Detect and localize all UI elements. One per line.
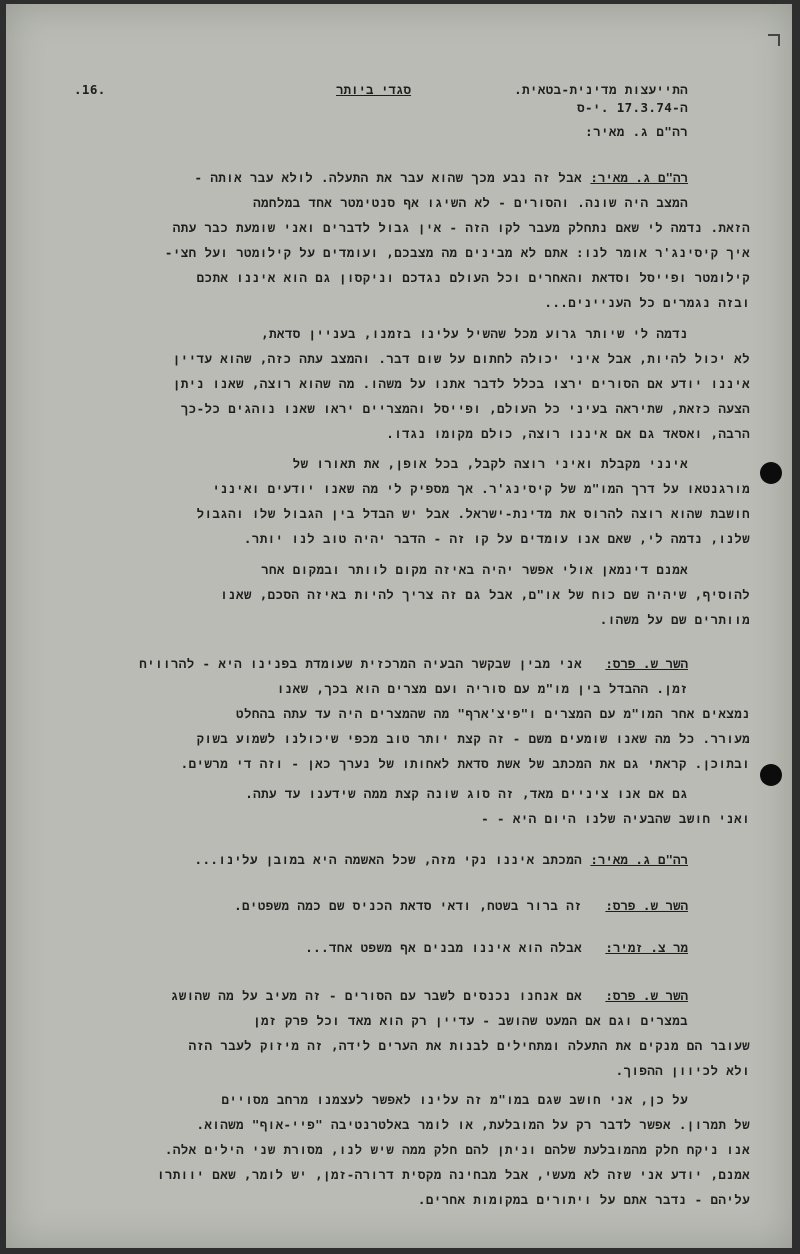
- text-line: מורגנטאו על דרך המו"מ של קיסינג'ר. אך מספיק לי מה שאנו יודעים ואינני: [212, 481, 750, 496]
- text-line: אבלה הוא איננו מבנים אף משפט אחד...: [305, 940, 582, 955]
- text-line: עליהם - נדבר אתם על ויתורים במקומות אחרים.: [417, 1192, 750, 1207]
- text-line: על כן, אני חושב שגם במו"מ זה עלינו לאפשר לעצמנו מרחב מסויים: [221, 1092, 688, 1107]
- text-line: במצרים וגם אם המעט שהושב - עדיין רק הוא מאד וכל פרק זמן: [253, 1013, 688, 1028]
- text-line: ואני חושב שהבעיה שלנו היום היא - -: [481, 811, 750, 826]
- text-line: אמנם, יודע אני שזה לא מעשי, אבל מבחינה מקסית דרורה-זמן, יש לומר, שאם יוותרו: [156, 1167, 750, 1182]
- document-page: [6, 4, 792, 1248]
- committee-line: התייעצות מדינית-בטאית.: [514, 82, 688, 97]
- text-line: ובזה נגמרים כל העניינים...: [544, 295, 750, 310]
- text-line: זה ברור בשטח, ודאי סדאת הכניס שם כמה משפטים.: [234, 898, 582, 913]
- text-line: נדמה לי שיותר גרוע מכל שהשיל עלינו בזמנו, בעניין סדאת,: [261, 326, 688, 341]
- text-line: אנו ניקח חלק מהמובלעת שלהם וניתן להם חלק ממה שיש לנו, מסורת שני הילים אלה.: [164, 1142, 750, 1157]
- session-title: סגדי ביותר: [336, 82, 412, 97]
- text-line: ולא לכיוון ההפוך.: [615, 1063, 750, 1078]
- text-line: שעובר הם מנקים את התעלה ומתחילים לבנות את הערים לידה, זה מיזוק לעבר הזה: [188, 1038, 750, 1053]
- text-line: קילומטר ופייסל וסדאת והאחרים וכל העולם נגדכם וניקסון גם הוא איננו אתכם: [196, 270, 750, 285]
- page-corner-mark: [768, 34, 780, 46]
- text-line: לא יכול להיות, אבל איני יכולה לחתום על שום דבר. והמצב עתה כזה, שהוא עדיין: [172, 351, 750, 366]
- text-line: אבל זה נבע מכך שהוא עבר את התעלה. לולא עבר אותה -: [194, 170, 582, 185]
- speaker-label: רה"ם ג. מאיר:: [590, 170, 688, 185]
- text-line: מעורר. כל מה שאנו שומעים משם - זה קצת יותר טוב מכפי שיכולנו לשמוע בשוק: [196, 731, 750, 746]
- speaker-label: השר ש. פרס:: [605, 656, 688, 671]
- text-line: איננו יודע אם הסורים ירצו בכלל לדבר אתנו על משהו. מה שהוא רוצה, שאנו ניתן: [172, 376, 750, 391]
- text-line: נמצאים אחר המו"מ עם המצרים ו"פיצ'ארף" מה שהמצרים היה עד עתה בהחלט: [236, 706, 750, 721]
- text-line: מוותרים שם על משהו.: [599, 612, 750, 627]
- text-line: אם אנחנו נכנסים לשבר עם הסורים - זה מעיב על מה שהושג: [170, 988, 582, 1003]
- speaker-label: רה"ם ג. מאיר:: [590, 852, 688, 867]
- text-line: אינני מקבלת ואיני רוצה לקבל, בכל אופן, את תאורו של: [292, 456, 688, 471]
- text-line: אמנם דינמאן אולי אפשר יהיה באיזה מקום לוותר ובמקום אחר: [261, 562, 688, 577]
- opening-speaker: רה"ם ג. מאיר:: [585, 124, 688, 139]
- text-line: אני מבין שבקשר הבעיה המרכזית שעומדת בפנינו היא - להרוויח: [139, 656, 582, 671]
- text-line: זמן. ההבדל בין מו"מ עם סוריה ועם מצרים הוא בכך, שאנו: [276, 681, 688, 696]
- text-line: חושבת שהוא רוצה להרוס את מדינת-ישראל. אבל יש הבדל בין הגבול שלו והגבול: [196, 506, 750, 521]
- page-number: .16.: [74, 82, 106, 97]
- punch-hole: [760, 462, 782, 484]
- text-line: ובתוכן. קראתי גם את המכתב של אשת סדאת לאחותו של נערך כאן - וזה די מרשים.: [180, 756, 750, 771]
- speaker-label: השר ש. פרס:: [605, 898, 688, 913]
- speaker-label: מר צ. זמיר:: [605, 940, 688, 955]
- text-line: המצב היה שונה. והסורים - לא השיגו אף סנטימטר אחד במלחמה: [253, 195, 688, 210]
- text-line: הזאת. נדמה לי שאם נתחלק מעבר לקו הזה - אין גבול לדברים ואני שומעת כבר עתה: [172, 220, 750, 235]
- speaker-label: השר ש. פרס:: [605, 988, 688, 1003]
- text-line: המכתב איננו נקי מזה, שכל האשמה היא במובן עלינו...: [194, 852, 582, 867]
- text-line: הצעה כזאת, שתיראה בעיני כל העולם, ופייסל והמצריים יראו שאנו נוהגים כל-כך: [180, 401, 750, 416]
- text-line: הרבה, ואסאד גם אם איננו רוצה, כולם מקומו נגדו.: [386, 426, 750, 441]
- text-line: איך קיסינג'ר אומר לנו: אתם לא מבינים מה מצבכם, ועומדים על קילומטר ועל חצי-: [164, 245, 750, 260]
- date-line: ה-17.3.74 .י-ס: [577, 100, 688, 115]
- text-line: של תמרון. אפשר לדבר רק על המובלעת, או לומר באלטרנטיבה "פיי-אוף" משהוא.: [196, 1117, 750, 1132]
- text-line: גם אם אנו ציניים מאד, זה סוג שונה קצת ממה שידענו עד עתה.: [245, 786, 688, 801]
- text-line: שלנו, נדמה לי, שאם אנו עומדים על קו זה - הדבר יהיה טוב לנו יותר.: [243, 531, 750, 546]
- text-line: להוסיף, שיהיה שם כוח של או"ם, אבל גם זה צריך להיות באיזה הסכם, שאנו: [220, 587, 750, 602]
- punch-hole: [760, 764, 782, 786]
